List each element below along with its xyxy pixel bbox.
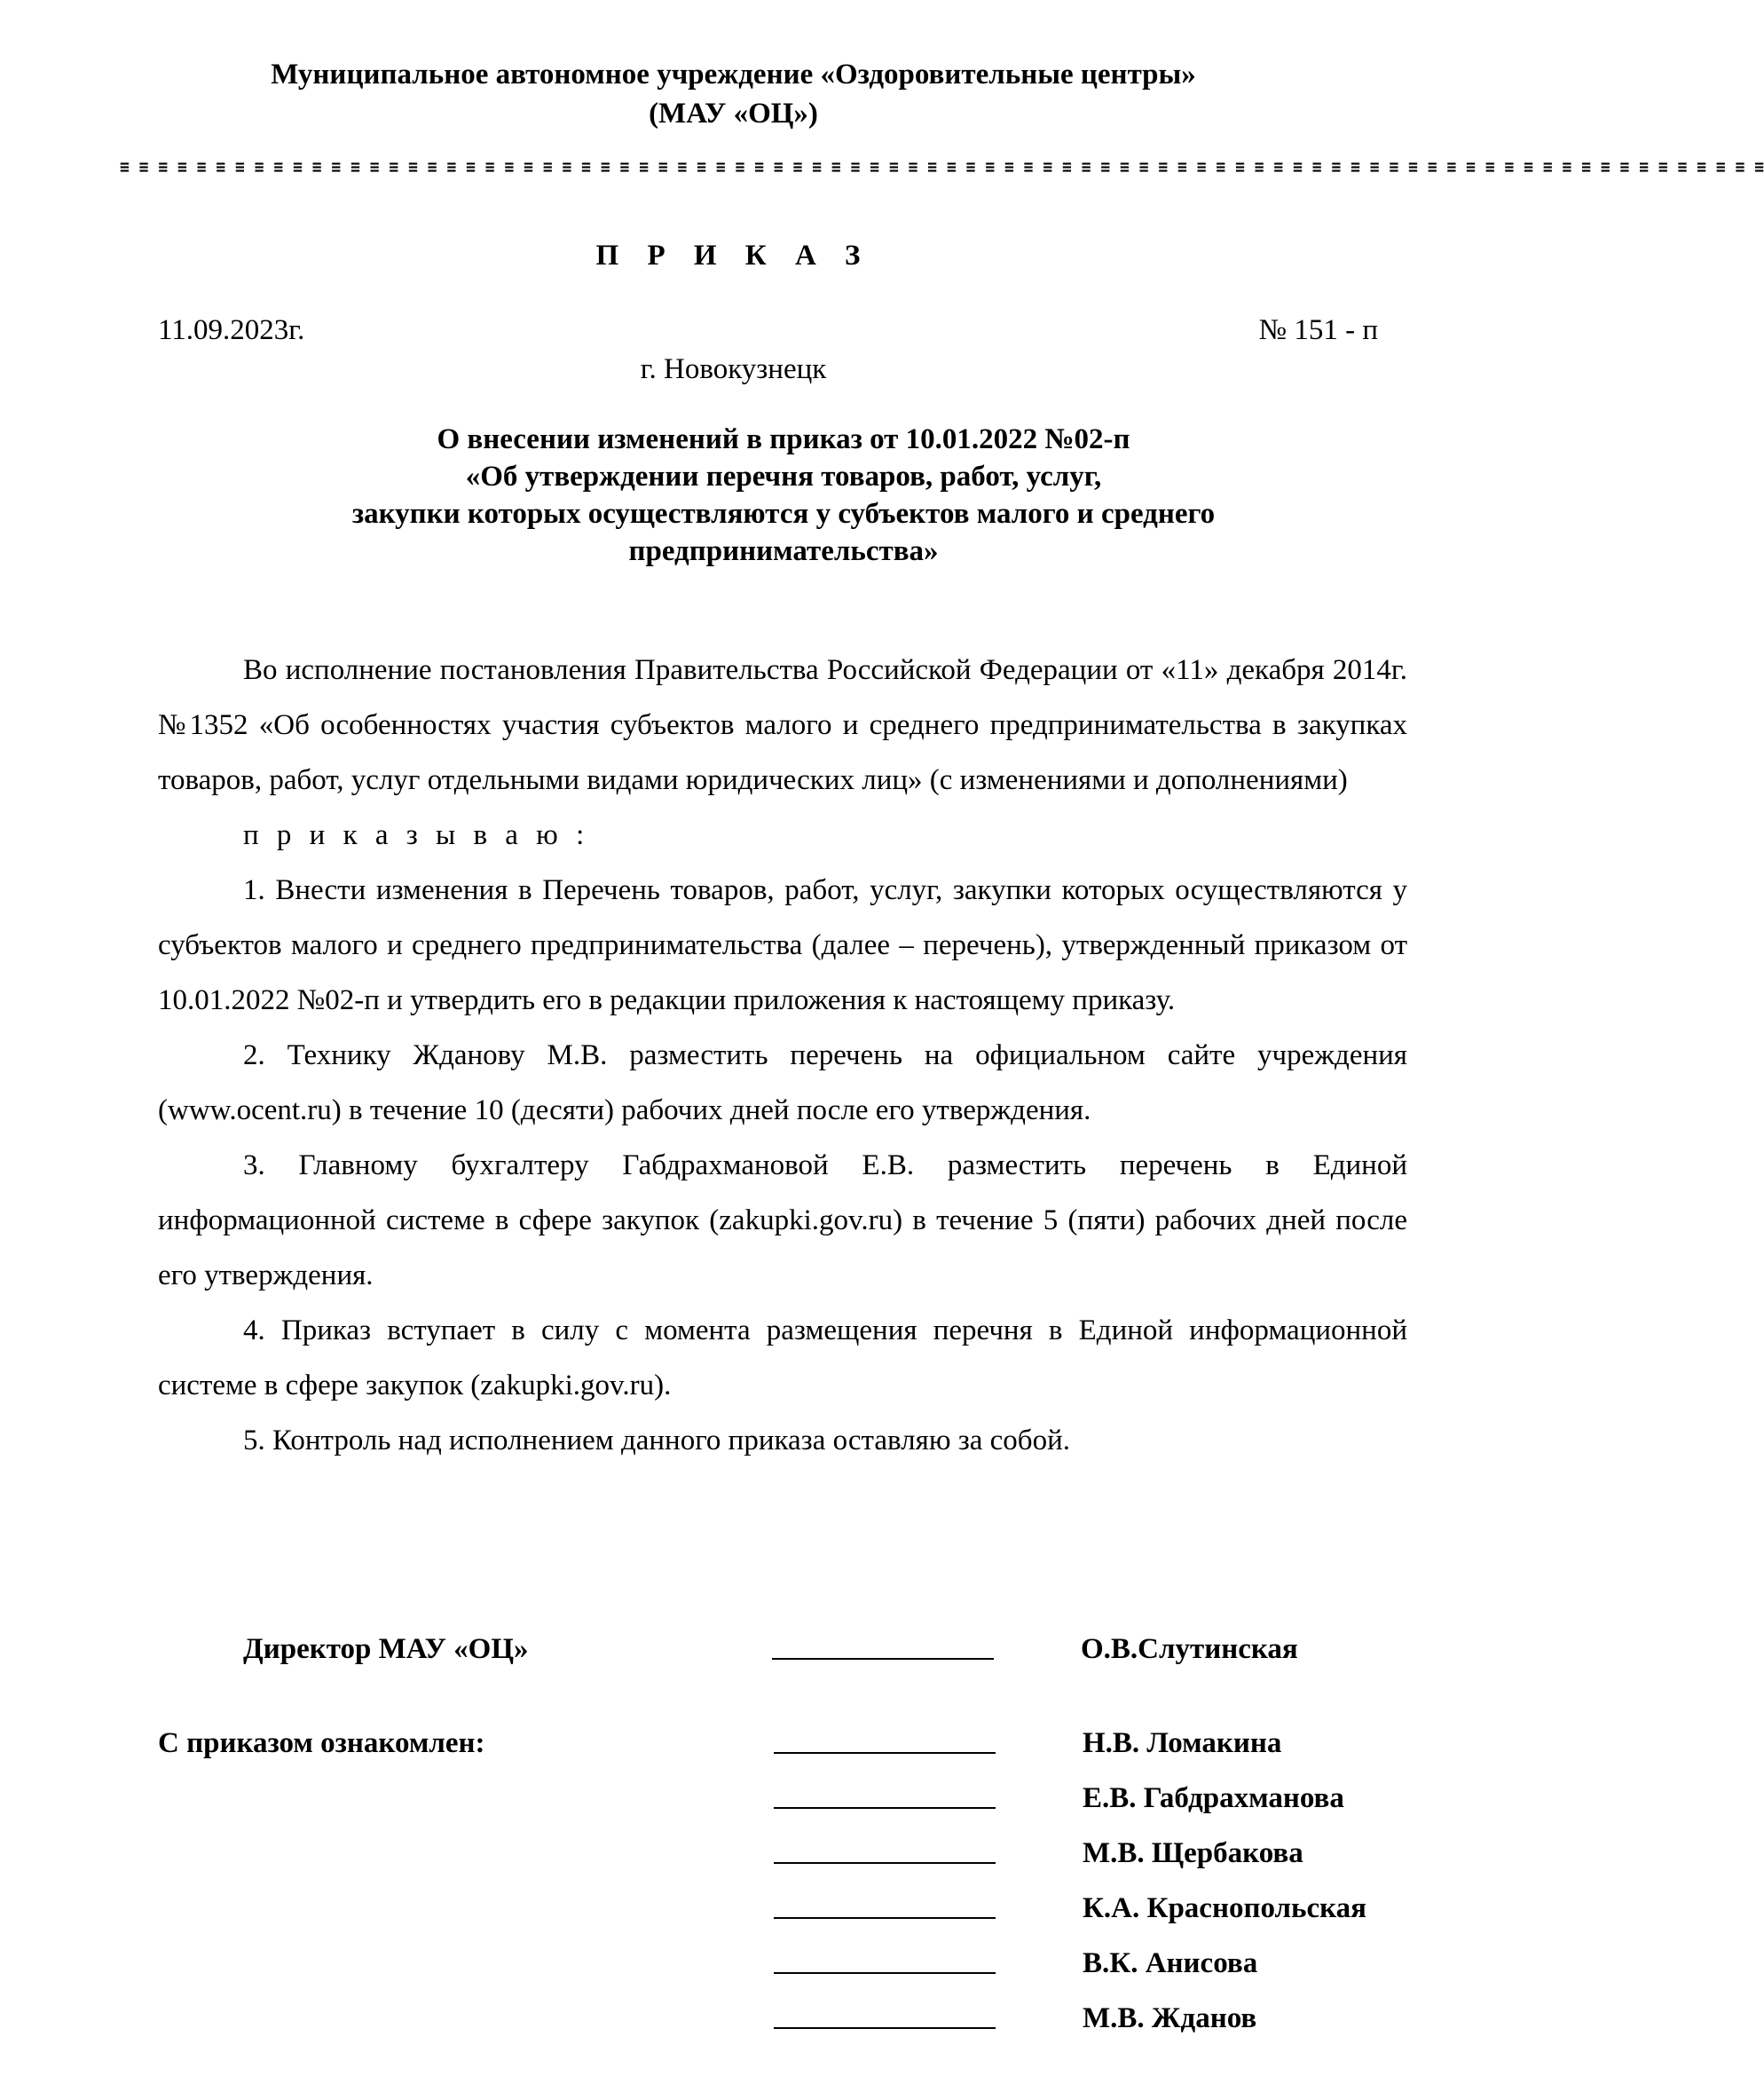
organization-header: [0, 55, 1467, 133]
signature-line: [774, 1725, 996, 1754]
acquainted-name: М.В. Жданов: [1083, 2002, 1257, 2034]
subject-line: предпринимательства»: [628, 535, 939, 567]
signature-line: [774, 2001, 996, 2029]
director-name: О.В.Слутинская: [1081, 1633, 1298, 1665]
signature-line: [774, 1891, 996, 1919]
acquainted-name: Н.В. Ломакина: [1083, 1727, 1282, 1759]
signature-line: [774, 1835, 996, 1864]
organization-name: Муниципальное автономное учреждение «Оздоровительные центры»: [271, 59, 1196, 91]
order-word: п р и к а з ы в а ю :: [243, 819, 590, 851]
signature-line: [772, 1631, 994, 1660]
order-body: [158, 643, 1407, 1468]
acquainted-label: С приказом ознакомлен:: [158, 1727, 485, 1759]
subject-line: закупки которых осуществляются у субъектов малого и среднего: [351, 498, 1216, 530]
acquainted-name: Е.В. Габдрахманова: [1083, 1782, 1344, 1814]
preamble-paragraph: Во исполнение постановления Правительства Российской Федерации от «11» декабря 2014г. №1352 «Об особенностях участия субъектов малого и среднего предпринимательства в закупках товаров, работ, услуг отдельными видами юридических лиц» (с изменениями и дополнениями): [158, 654, 1407, 796]
subject-line: «Об утверждении перечня товаров, работ, услуг,: [465, 461, 1102, 493]
order-item-1: 1. Внести изменения в Перечень товаров, работ, услуг, закупки которых осуществляются у субъектов малого и среднего предпринимательства (далее – перечень), утвержденный приказом от 10.01.2022 №02-п и утвердить его в редакции приложения к настоящему приказу.: [158, 874, 1407, 1016]
document-title: П Р И К А З: [595, 240, 871, 272]
acquainted-name: В.К. Анисова: [1083, 1947, 1258, 1979]
order-item-4: 4. Приказ вступает в силу с момента размещения перечня в Единой информационной системе в сфере закупок (zakupki.gov.ru).: [158, 1314, 1407, 1401]
order-date: 11.09.2023г.: [158, 314, 305, 346]
director-label: Директор МАУ «ОЦ»: [243, 1633, 529, 1665]
header-separator: ≡ ≡ ≡ ≡ ≡ ≡ ≡ ≡ ≡ ≡ ≡ ≡ ≡ ≡ ≡ ≡ ≡ ≡ ≡ ≡ ≡ ≡ ≡ ≡ ≡ ≡ ≡ ≡ ≡ ≡ ≡ ≡ ≡ ≡ ≡ ≡ ≡ ≡ ≡ ≡ ≡ ≡ ≡ ≡ ≡ ≡ ≡ ≡ ≡ ≡ ≡ ≡ ≡ ≡ ≡ ≡ ≡ ≡ ≡ ≡ ≡ ≡ ≡ ≡ ≡ ≡ ≡ ≡ ≡ ≡ ≡ ≡ ≡ ≡ ≡ ≡ ≡ ≡ ≡ ≡ ≡ ≡ ≡ ≡ ≡ ≡: [120, 158, 1764, 177]
order-item-5: 5. Контроль над исполнением данного приказа оставляю за собой.: [243, 1425, 1071, 1456]
subject-line: О внесении изменений в приказ от 10.01.2022 №02-п: [437, 423, 1130, 455]
signature-line: [774, 1946, 996, 1974]
organization-abbreviation: (МАУ «ОЦ»): [649, 98, 818, 130]
signature-line: [774, 1780, 996, 1809]
acquainted-name: М.В. Щербакова: [1083, 1837, 1303, 1869]
order-city: г. Новокузнецк: [640, 353, 827, 385]
order-subject: [160, 421, 1407, 570]
order-item-2: 2. Технику Жданову М.В. разместить перечень на официальном сайте учреждения (www.ocent.ru) в течение 10 (десяти) рабочих дней после его утверждения.: [158, 1039, 1407, 1126]
acquainted-name: К.А. Краснопольская: [1083, 1892, 1367, 1924]
order-number: № 151 - п: [1258, 314, 1378, 346]
order-item-3: 3. Главному бухгалтеру Габдрахмановой Е.В. разместить перечень в Единой информационной системе в сфере закупок (zakupki.gov.ru) в течение 5 (пяти) рабочих дней после его утверждения.: [158, 1149, 1407, 1291]
